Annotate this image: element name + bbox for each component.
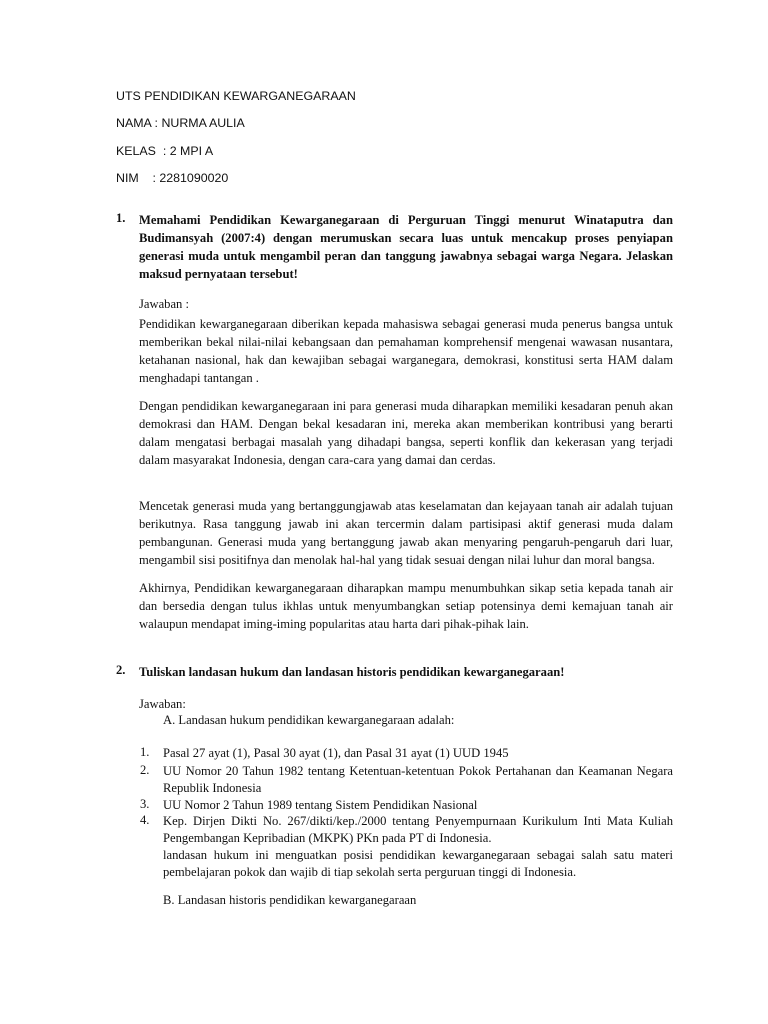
list-item: Pasal 27 ayat (1), Pasal 30 ayat (1), dan Pasal 31 ayat (1) UUD 1945 (163, 746, 509, 760)
student-nim: NIM : 2281090020 (116, 171, 229, 185)
section-a-heading: A. Landasan hukum pendidikan kewarganegaraan adalah: (163, 713, 455, 727)
list-item: UU Nomor 20 Tahun 1982 tentang Ketentuan-ketentuan Pokok Pertahanan dan Keamanan Negara Republik Indonesia (163, 764, 673, 795)
student-class: KELAS : 2 MPI A (116, 144, 214, 158)
answer-1-paragraph-3: Mencetak generasi muda yang bertanggungjawab atas keselamatan dan kejayaan tanah air adalah tujuan berikutnya. Rasa tanggung jawab ini akan tercermin dalam partisipasi aktif generasi muda dalam pembangunan. Generasi muda yang bertanggung jawab akan menyaring pengaruh-pengaruh dari luar, mengambil sisi positifnya dan menolak hal-hal yang tidak sesuai dengan nilai luhur dan moral bangsa. (139, 499, 673, 567)
answer-1-paragraph-1: Pendidikan kewarganegaraan diberikan kepada mahasiswa sebagai generasi muda penerus bangsa untuk memberikan bekal nilai-nilai kebangsaan dan pemahaman komprehensif mengenai wawasan nusantara, ketahanan nasional, hak dan kewajiban sebagai warganegara, demokrasi, konstitusi serta HAM dalam menghadapi tantangan . (139, 317, 673, 385)
question-1-text: Memahami Pendidikan Kewarganegaraan di Perguruan Tinggi menurut Winataputra dan Budimansyah (2007:4) dengan merumuskan secara luas untuk mencakup proses penyiapan generasi muda untuk mengambil peran dan tanggung jawabnya sebagai warga Negara. Jelaskan maksud pernyataan tersebut! (139, 213, 673, 281)
answer-1-paragraph-2: Dengan pendidikan kewarganegaraan ini para generasi muda diharapkan memiliki kesadaran penuh akan demokrasi dan HAM. Dengan bekal kesadaran ini, mereka akan memberikan kontribusi yang berarti dalam mengatasi berbagai masalah yang dihadapi bangsa, seperti konflik dan kekerasan yang terjadi dalam masyarakat Indonesia, dengan cara-cara yang damai dan cerdas. (139, 399, 673, 467)
student-name: NAMA : NURMA AULIA (116, 116, 245, 130)
question-2-text: Tuliskan landasan hukum dan landasan historis pendidikan kewarganegaraan! (139, 665, 565, 679)
section-b-heading: B. Landasan historis pendidikan kewarganegaraan (163, 893, 417, 907)
list-item-number: 4. (140, 813, 150, 827)
list-item-number: 3. (140, 797, 150, 811)
list-item: UU Nomor 2 Tahun 1989 tentang Sistem Pendidikan Nasional (163, 798, 478, 812)
list-item-number: 1. (140, 745, 150, 759)
answer-2-label: Jawaban: (139, 697, 186, 711)
list-item-number: 2. (140, 763, 150, 777)
answer-1-label: Jawaban : (139, 297, 190, 311)
legal-basis-summary: landasan hukum ini menguatkan posisi pendidikan kewarganegaraan sebagai salah satu materi pembelajaran pokok dan wajib di tiap sekolah serta perguruan tinggi di Indonesia. (163, 848, 673, 879)
question-1-number: 1. (116, 211, 126, 225)
answer-1-paragraph-4: Akhirnya, Pendidikan kewarganegaraan diharapkan mampu menumbuhkan sikap setia kepada tanah air dan bersedia dengan tulus ikhlas untuk menyumbangkan setiap potensinya demi kemajuan tanah air walaupun mendapat iming-iming popularitas atau harta dari pihak-pihak lain. (139, 581, 673, 631)
question-2-number: 2. (116, 663, 126, 677)
list-item: Kep. Dirjen Dikti No. 267/dikti/kep./2000 tentang Penyempurnaan Kurikulum Inti Mata Kuliah Pengembangan Kepribadian (MKPK) PKn pada PT di Indonesia. (163, 814, 673, 845)
document-title: UTS PENDIDIKAN KEWARGANEGARAAN (116, 89, 356, 103)
